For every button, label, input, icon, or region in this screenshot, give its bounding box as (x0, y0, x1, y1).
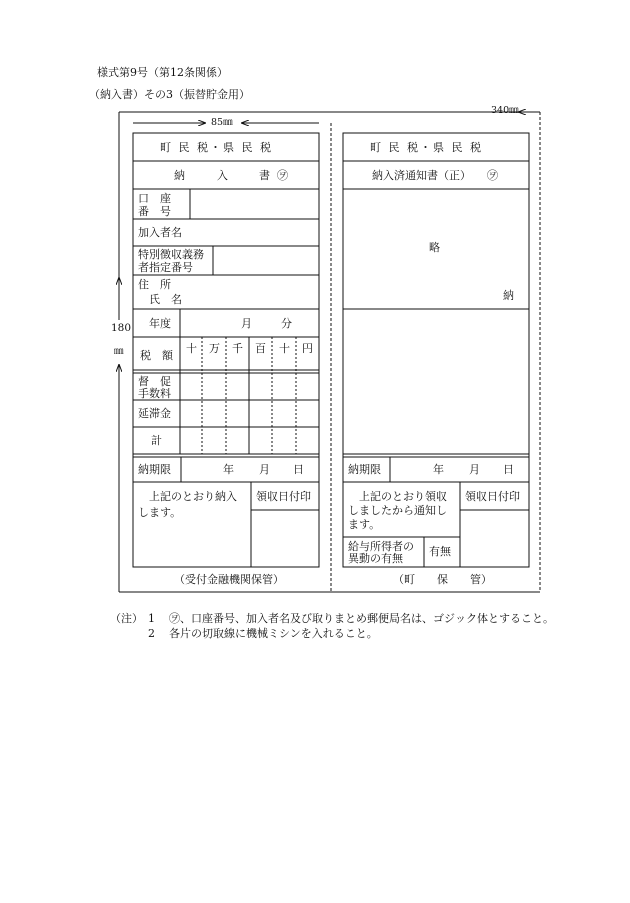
right-statement-1: 上記のとおり領収 (359, 490, 447, 503)
change-label-2: 異動の有無 (348, 552, 403, 565)
right-circle-mark: ㋾ (487, 169, 498, 182)
height-unit: ㎜ (114, 346, 124, 357)
note-1-text: ㋾、口座番号、加入者名及び取りまとめ郵便局名は、ゴジック体とすること。 (169, 612, 554, 625)
digit-hyaku: 百 (255, 342, 266, 355)
special-label-1: 特別徴収義務 (138, 248, 204, 261)
form-subtitle: （納入書）その3（振替貯金用） (89, 88, 250, 101)
right-due-day: 日 (503, 463, 514, 476)
change-label-1: 給与所得者の (348, 540, 414, 553)
right-title: 町 民 税・県 民 税 (370, 141, 483, 154)
left-due-label: 納期限 (138, 463, 171, 476)
change-value: 有無 (429, 545, 451, 558)
account-label-2: 番 号 (138, 205, 171, 218)
right-footer: （町 保 管） (393, 573, 492, 586)
address-label-1: 住 所 (138, 278, 171, 291)
special-label-2: 者指定番号 (138, 261, 193, 274)
digit-sen: 千 (232, 342, 243, 355)
right-due-year: 年 (433, 463, 444, 476)
left-statement-1: 上記のとおり納入 (149, 490, 237, 503)
digit-man: 万 (209, 342, 220, 355)
nou-label: 納 (503, 289, 514, 302)
left-title: 町 民 税・県 民 税 (160, 141, 273, 154)
right-stamp-label: 領収日付印 (465, 490, 520, 503)
digit-ten-thousand-ten: 十 (186, 342, 197, 355)
left-due-month: 月 (259, 463, 270, 476)
month-label: 月 (241, 317, 252, 330)
right-doc-name: 納入済通知書（正） (372, 169, 471, 182)
fee-label-2: 手数料 (138, 387, 171, 400)
left-due-day: 日 (293, 463, 304, 476)
left-statement-2: します。 (138, 506, 182, 519)
notes-prefix: （注） (110, 612, 143, 625)
tax-label: 税 額 (140, 349, 173, 362)
left-footer: （受付金融機関保管） (174, 573, 284, 586)
late-label: 延滞金 (138, 407, 171, 420)
left-stamp-label: 領収日付印 (256, 490, 311, 503)
abbrev-label: 略 (429, 241, 440, 254)
left-due-year: 年 (223, 463, 234, 476)
right-due-label: 納期限 (348, 463, 381, 476)
height-value: 180 (111, 322, 132, 334)
slip-width-label: 85㎜ (211, 117, 233, 128)
right-statement-3: ます。 (348, 518, 381, 531)
note-1-num: 1 (148, 612, 155, 625)
note-2-text: 各片の切取線に機械ミシンを入れること。 (169, 627, 378, 640)
right-statement-2: しましたから通知し (348, 504, 447, 517)
left-doc-name-3: 書 (259, 169, 270, 182)
address-label-2: 氏 名 (149, 293, 182, 306)
left-circle-mark: ㋾ (277, 169, 288, 182)
account-label-1: 口 座 (138, 192, 171, 205)
total-width-label: 340㎜ (491, 105, 519, 116)
note-2-num: 2 (148, 627, 155, 640)
digit-yen: 円 (302, 342, 313, 355)
year-label: 年度 (149, 317, 171, 330)
right-due-month: 月 (469, 463, 480, 476)
left-doc-name-1: 納 (174, 169, 185, 182)
period-label: 分 (281, 317, 292, 330)
digit-juu: 十 (279, 342, 290, 355)
form-number: 様式第9号（第12条関係） (97, 66, 228, 79)
fee-label-1: 督 促 (138, 375, 171, 388)
left-doc-name-2: 入 (217, 169, 228, 182)
subscriber-label: 加入者名 (138, 226, 182, 239)
total-label: 計 (151, 434, 162, 447)
